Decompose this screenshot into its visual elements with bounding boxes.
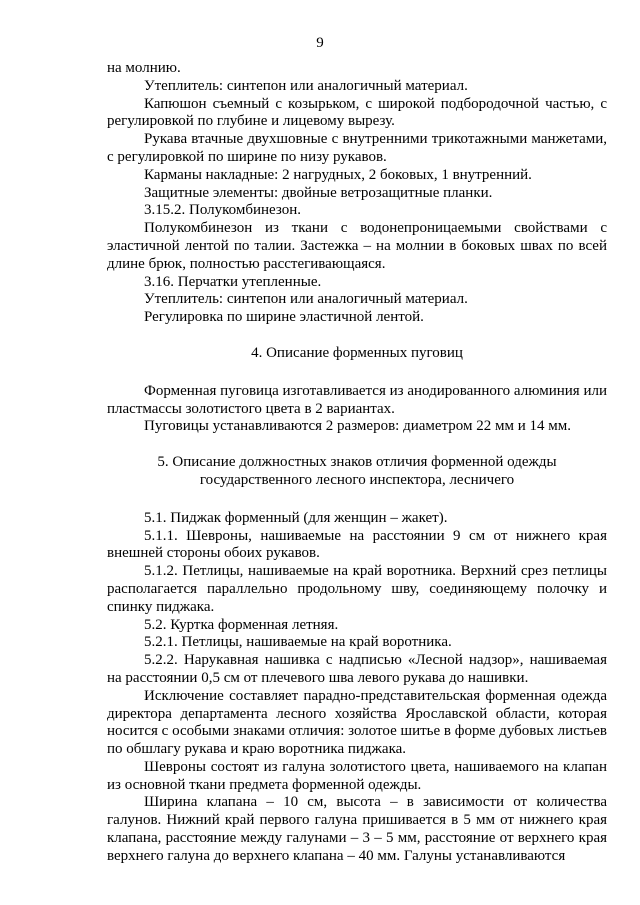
paragraph: 5.1.2. Петлицы, нашиваемые на край воротника. Верхний срез петлицы располагается параллельно продольному шву, соединяющему полочку и спинку пиджака.	[107, 563, 607, 615]
paragraph: Пуговицы устанавливаются 2 размеров: диаметром 22 мм и 14 мм.	[144, 418, 571, 435]
paragraph: на молнию.	[107, 60, 181, 76]
section-heading: 5. Описание должностных знаков отличия форменной одежды государственного лесного инспектора, лесничего	[157, 454, 557, 488]
paragraph: Капюшон съемный с козырьком, с широкой подбородочной частью, с регулировкой по глубине и лицевому вырезу.	[107, 95, 607, 130]
paragraph: Полукомбинезон из ткани с водонепроницаемыми свойствами с эластичной лентой по талии. Застежка – на молнии в боковых швах по всей длине брюк, полностью расстегивающаяся.	[107, 220, 607, 272]
subsection-heading: 3.15.2. Полукомбинезон.	[144, 202, 301, 219]
paragraph: 5.2.2. Нарукавная нашивка с надписью «Лесной надзор», нашиваемая на расстоянии 0,5 см от плечевого шва левого рукава до нашивки.	[107, 652, 607, 686]
paragraph: Шевроны состоят из галуна золотистого цвета, нашиваемого на клапан из основной ткани предмета форменной одежды.	[107, 758, 607, 793]
subsection-heading: 5.1. Пиджак форменный (для женщин – жакет).	[144, 509, 448, 526]
page-number: 9	[316, 35, 324, 51]
section-heading: 4. Описание форменных пуговиц	[251, 344, 463, 361]
paragraph: Рукава втачные двухшовные с внутренними трикотажными манжетами, с регулировкой по ширине по низу рукавов.	[107, 131, 607, 165]
paragraph: Форменная пуговица изготавливается из анодированного алюминия или пластмассы золотистого цвета в 2 вариантах.	[107, 382, 607, 417]
paragraph: Утеплитель: синтепон или аналогичный материал.	[144, 77, 468, 94]
paragraph: Ширина клапана – 10 см, высота – в зависимости от количества галунов. Нижний край первого галуна пришивается в 5 мм от нижнего края клапана, расстояние между галунами – 3 – 5 мм, расстояние от верхнего края верхнего галуна до верхнего клапана – 40 мм. Галуны устанавливаются	[107, 794, 607, 864]
paragraph: Утеплитель: синтепон или аналогичный материал.	[144, 291, 468, 308]
paragraph: 5.1.1. Шевроны, нашиваемые на расстоянии 9 см от нижнего края внешней стороны обоих рукавов.	[107, 527, 607, 562]
paragraph: Защитные элементы: двойные ветрозащитные планки.	[144, 184, 493, 201]
subsection-heading: 3.16. Перчатки утепленные.	[144, 273, 322, 290]
paragraph: Исключение составляет парадно-представительская форменная одежда директора департамента лесного хозяйства Ярославской области, которая носится с особыми знаками отличия: золотое шитье в форме дубовых листьев по обшлагу рукава и краю воротника пиджака.	[107, 687, 607, 758]
document-body	[107, 60, 607, 866]
paragraph: Регулировка по ширине эластичной лентой.	[144, 309, 424, 326]
subsection-heading: 5.2. Куртка форменная летняя.	[144, 616, 339, 633]
paragraph: 5.2.1. Петлицы, нашиваемые на край воротника.	[144, 634, 452, 651]
paragraph: Карманы накладные: 2 нагрудных, 2 боковых, 1 внутренний.	[144, 166, 532, 183]
